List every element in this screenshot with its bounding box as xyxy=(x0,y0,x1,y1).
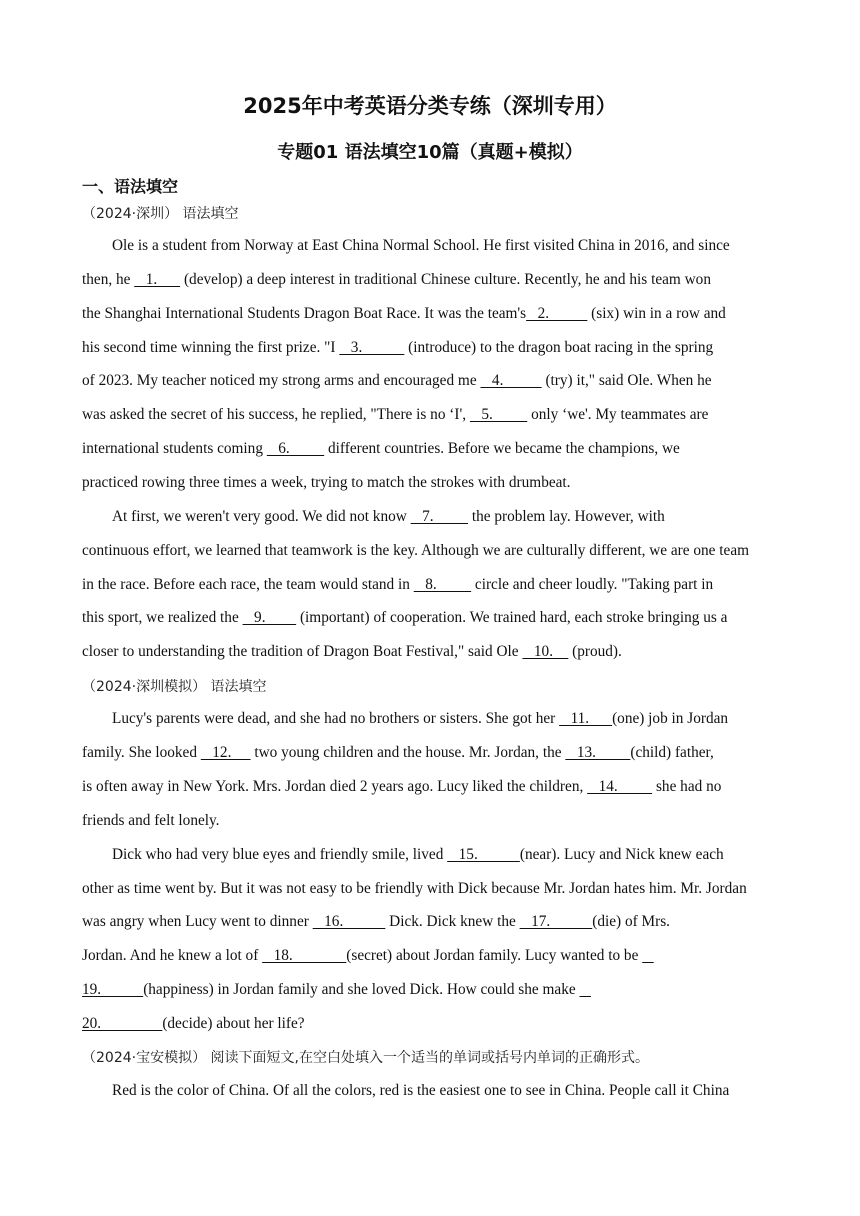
passage-text: (secret) about Jordan family. Lucy wanted to be xyxy=(346,947,643,964)
passage-text: Red is the color of China. Of all the colors, red is the easiest one to see in China. People call it China xyxy=(112,1082,730,1099)
text-line xyxy=(82,338,713,358)
passage-text: Lucy's parents were dead, and she had no brothers or sisters. She got her xyxy=(112,710,560,727)
passage-text: his second time winning the first prize. "I xyxy=(82,339,340,356)
passage-text: (six) win in a row and xyxy=(587,305,726,322)
text-line xyxy=(82,541,749,561)
text-line xyxy=(112,507,665,527)
text-line xyxy=(82,743,714,763)
text-line xyxy=(82,980,591,1000)
text-line xyxy=(82,405,708,425)
passage-text: (near). Lucy and Nick knew each xyxy=(519,846,724,863)
passage-source: （2024·宝安模拟） 阅读下面短文,在空白处填入一个适当的单词或括号内单词的正确形式。 xyxy=(82,1050,649,1066)
passage-text: is often away in New York. Mrs. Jordan died 2 years ago. Lucy liked the children, xyxy=(82,778,588,795)
answer-blank[interactable]: 15. xyxy=(447,846,520,863)
answer-blank[interactable]: 14. xyxy=(587,778,653,795)
text-line xyxy=(82,575,713,595)
passage-source: （2024·深圳） 语法填空 xyxy=(82,206,239,222)
text-line xyxy=(112,845,724,865)
passage-text: the Shanghai International Students Dragon Boat Race. It was the team's xyxy=(82,305,527,322)
answer-blank[interactable]: 12. xyxy=(200,744,251,761)
passage-text: At first, we weren't very good. We did not know xyxy=(112,508,411,525)
text-line xyxy=(82,270,711,290)
passage-text: different countries. Before we became the champions, we xyxy=(324,440,680,457)
answer-blank[interactable]: 13. xyxy=(565,744,631,761)
passage-text: (decide) about her life? xyxy=(162,1015,305,1032)
passage-text: (child) father, xyxy=(630,744,714,761)
passage-text: of 2023. My teacher noticed my strong arms and encouraged me xyxy=(82,372,481,389)
answer-blank[interactable]: 3. xyxy=(339,339,405,356)
passage-source: （2024·深圳模拟） 语法填空 xyxy=(82,679,267,695)
passage-text: (proud). xyxy=(568,643,622,660)
passage-text: Jordan. And he knew a lot of xyxy=(82,947,263,964)
text-line xyxy=(112,1081,729,1101)
text-line xyxy=(82,371,712,391)
section-heading: 一、语法填空 xyxy=(82,177,179,196)
passage-text: two young children and the house. Mr. Jordan, the xyxy=(250,744,566,761)
passage-text: Dick who had very blue eyes and friendly smile, lived xyxy=(112,846,448,863)
document-title: 2025年中考英语分类专练（深圳专用） xyxy=(243,94,617,118)
passage-text: (happiness) in Jordan family and she loved Dick. How could she make xyxy=(143,981,580,998)
passage-text: she had no xyxy=(652,778,722,795)
answer-blank[interactable]: 11. xyxy=(559,710,613,727)
answer-blank[interactable]: 4. xyxy=(480,372,542,389)
answer-blank[interactable]: 10. xyxy=(522,643,569,660)
answer-blank[interactable]: 8. xyxy=(413,576,472,593)
passage-text: other as time went by. But it was not easy to be friendly with Dick because Mr. Jordan hates him. Mr. Jordan xyxy=(82,880,747,897)
text-line xyxy=(82,777,721,797)
passage-text: then, he xyxy=(82,271,135,288)
answer-blank[interactable]: 9. xyxy=(242,609,297,626)
answer-blank[interactable]: 17. xyxy=(519,913,593,930)
text-line xyxy=(82,642,622,662)
text-line xyxy=(82,608,727,628)
passage-text: practiced rowing three times a week, trying to match the strokes with drumbeat. xyxy=(82,474,571,491)
text-line xyxy=(82,879,747,899)
passage-text: this sport, we realized the xyxy=(82,609,243,626)
passage-text: (die) of Mrs. xyxy=(592,913,671,930)
text-line xyxy=(82,439,680,459)
text-line xyxy=(82,811,220,831)
passage-text: (develop) a deep interest in traditional Chinese culture. Recently, he and his team won xyxy=(180,271,711,288)
passage-text: (introduce) to the dragon boat racing in the spring xyxy=(404,339,714,356)
text-line xyxy=(82,473,571,493)
answer-blank[interactable] xyxy=(642,947,653,964)
passage-text: Ole is a student from Norway at East China Normal School. He first visited China in 2016, and since xyxy=(112,237,730,254)
answer-blank[interactable]: 1. xyxy=(134,271,181,288)
answer-blank[interactable]: 16. xyxy=(312,913,386,930)
answer-blank[interactable]: 5. xyxy=(469,406,528,423)
passage-text: closer to understanding the tradition of Dragon Boat Festival," said Ole xyxy=(82,643,523,660)
answer-blank[interactable]: 7. xyxy=(410,508,468,525)
answer-blank[interactable]: 6. xyxy=(266,440,325,457)
answer-blank[interactable]: 19. xyxy=(82,981,144,998)
text-line xyxy=(112,709,728,729)
passage-text: Dick. Dick knew the xyxy=(385,913,520,930)
passage-text: friends and felt lonely. xyxy=(82,812,220,829)
answer-blank[interactable]: 20. xyxy=(82,1015,163,1032)
passage-text: the problem lay. However, with xyxy=(468,508,665,525)
passage-text: continuous effort, we learned that teamwork is the key. Although we are culturally different, we are one team xyxy=(82,542,750,559)
passage-text: (one) job in Jordan xyxy=(612,710,729,727)
document-subtitle: 专题01 语法填空10篇（真题+模拟） xyxy=(277,142,583,163)
text-line xyxy=(82,946,654,966)
text-line xyxy=(82,1014,305,1034)
text-line xyxy=(82,912,670,932)
answer-blank[interactable]: 18. xyxy=(262,947,347,964)
passage-text: international students coming xyxy=(82,440,267,457)
passage-text: was asked the secret of his success, he replied, "There is no ‘I', xyxy=(82,406,470,423)
passage-text: in the race. Before each race, the team would stand in xyxy=(82,576,414,593)
passage-text: family. She looked xyxy=(82,744,201,761)
passage-text: only ‘we'. My teammates are xyxy=(527,406,709,423)
passage-text: (important) of cooperation. We trained hard, each stroke bringing us a xyxy=(296,609,728,626)
passage-text: circle and cheer loudly. "Taking part in xyxy=(471,576,714,593)
passage-text: was angry when Lucy went to dinner xyxy=(82,913,313,930)
answer-blank[interactable]: 2. xyxy=(526,305,588,322)
text-line xyxy=(112,236,730,256)
answer-blank[interactable] xyxy=(579,981,590,998)
text-line xyxy=(82,304,726,324)
passage-text: (try) it," said Ole. When he xyxy=(541,372,712,389)
